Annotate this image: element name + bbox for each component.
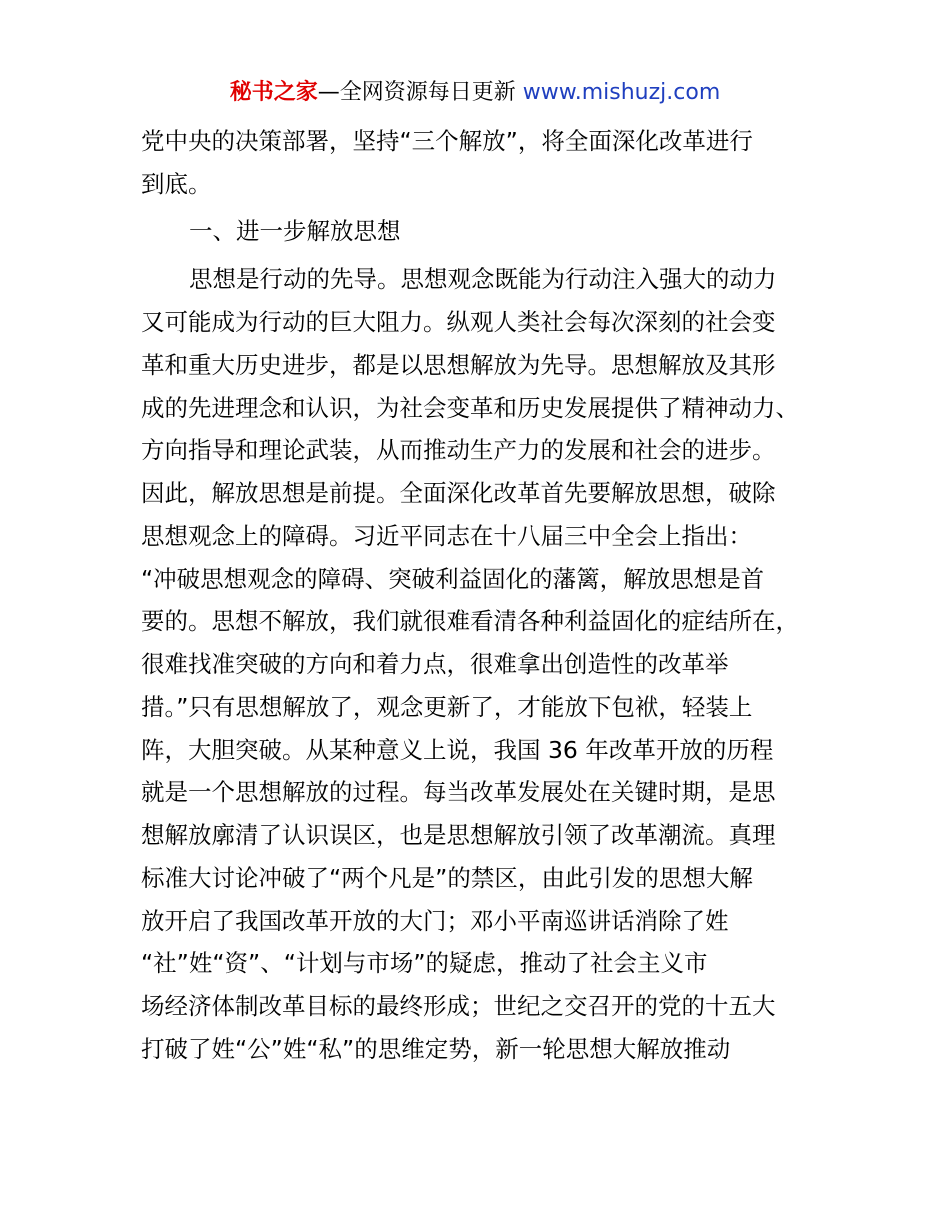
- site-url: www.mishuzj.com: [522, 80, 721, 105]
- paragraph-line: 革和重大历史进步，都是以思想解放为先导。思想解放及其形: [141, 350, 776, 379]
- site-header: [0, 78, 950, 108]
- paragraph-line: 措。”只有思想解放了，观念更新了，才能放下包袱，轻装上: [141, 692, 753, 721]
- paragraph-line: 要的。思想不解放，我们就很难看清各种利益固化的症结所在，: [141, 607, 799, 636]
- paragraph-line: 思想观念上的障碍。习近平同志在十八届三中全会上指出：: [141, 521, 752, 550]
- paragraph-line: 方向指导和理论武装，从而推动生产力的发展和社会的进步。: [141, 436, 776, 465]
- paragraph-line: 想解放廓清了认识误区，也是思想解放引领了改革潮流。真理: [141, 821, 776, 849]
- paragraph-line: 阵，大胆突破。从某种意义上说，我国 36 年改革开放的历程: [141, 735, 774, 764]
- intro-line: 到底。: [141, 169, 212, 198]
- intro-line: 党中央的决策部署，坚持“三个解放”，将全面深化改革进行: [141, 127, 753, 155]
- header-dash: —: [317, 80, 340, 105]
- paragraph-line: 因此，解放思想是前提。全面深化改革首先要解放思想，破除: [141, 479, 776, 507]
- paragraph-line: 打破了姓“公”姓“私”的思维定势，新一轮思想大解放推动: [141, 1034, 731, 1063]
- document-body: [141, 120, 831, 1071]
- section-heading: 一、进一步解放思想: [189, 216, 401, 245]
- paragraph-line: 又可能成为行动的巨大阻力。纵观人类社会每次深刻的社会变: [141, 308, 776, 336]
- paragraph-line: 就是一个思想解放的过程。每当改革发展处在关键时期，是思: [141, 778, 776, 807]
- paragraph-line: 放开启了我国改革开放的大门；邓小平南巡讲话消除了姓: [141, 906, 729, 935]
- paragraph-line: 标准大讨论冲破了“两个凡是”的禁区，由此引发的思想大解: [141, 863, 753, 892]
- paragraph-line: 思想是行动的先导。思想观念既能为行动注入强大的动力: [189, 265, 777, 294]
- paragraph-line: “社”姓“资”、“计划与市场”的疑虑，推动了社会主义市: [141, 949, 708, 978]
- paragraph-line: 场经济体制改革目标的最终形成；世纪之交召开的党的十五大: [141, 992, 776, 1020]
- header-tagline: 全网资源每日更新: [339, 80, 516, 105]
- site-brand: 秘书之家: [229, 80, 318, 105]
- paragraph-line: 很难找准突破的方向和着力点，很难拿出创造性的改革举: [141, 650, 729, 678]
- paragraph-line: 成的先进理念和认识，为社会变革和历史发展提供了精神动力、: [141, 393, 799, 422]
- paragraph-line: “冲破思想观念的障碍、突破利益固化的藩篱，解放思想是首: [141, 564, 765, 593]
